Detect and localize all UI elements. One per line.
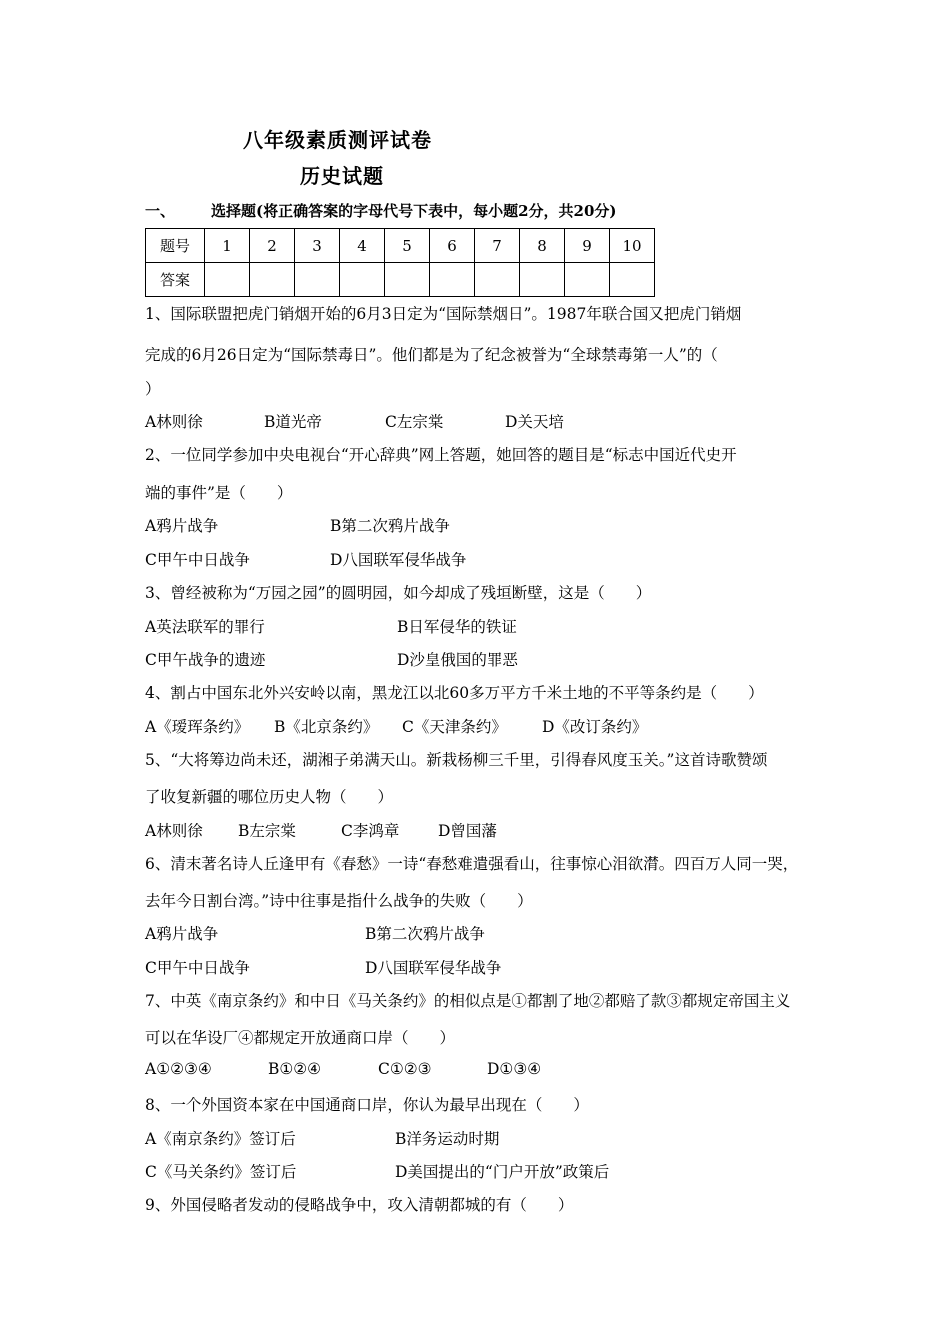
section-heading [145, 200, 617, 221]
question-number-cell: 7 [475, 229, 520, 263]
question-6-line-2: 去年今日割台湾。”诗中往事是指什么战争的失败（ ） [145, 892, 533, 910]
question-5-line-1: 5、“大将筹边尚未还，湖湘子弟满天山。新栽杨柳三千里，引得春风度玉关。”这首诗歌赞颂 [145, 751, 768, 769]
q5-option-d: D曾国藩 [438, 822, 497, 840]
question-8-line-1: 8、一个外国资本家在中国通商口岸，你认为最早出现在（ ） [145, 1096, 589, 1114]
question-number-cell: 4 [340, 229, 385, 263]
question-3-line-1: 3、曾经被称为“万园之园”的圆明园，如今却成了残垣断壁，这是（ ） [145, 584, 652, 602]
q5-option-a: A林则徐 [145, 822, 203, 840]
q8-option-b: B洋务运动时期 [395, 1130, 500, 1148]
section-instructions: 选择题(将正确答案的字母代号下表中，每小题2分，共20分) [211, 202, 617, 220]
question-number-cell: 10 [610, 229, 655, 263]
q6-option-d: D八国联军侵华战争 [365, 959, 502, 977]
question-1-line-1: 1、国际联盟把虎门销烟开始的6月3日定为“国际禁烟日”。1987年联合国又把虎门销烟 [145, 305, 742, 323]
q1-option-c: C左宗棠 [385, 413, 444, 431]
answer-cell[interactable] [250, 263, 295, 297]
answer-cell[interactable] [430, 263, 475, 297]
q8-option-a: A《南京条约》签订后 [145, 1130, 296, 1148]
q6-option-b: B第二次鸦片战争 [365, 925, 485, 943]
q1-option-d: D关天培 [505, 413, 564, 431]
q5-option-b: B左宗棠 [238, 822, 296, 840]
q3-option-c: C甲午战争的遗迹 [145, 651, 266, 669]
question-1-line-2: 完成的6月26日定为“国际禁毒日”。他们都是为了纪念被誉为“全球禁毒第一人”的（ [145, 346, 718, 364]
q2-option-c: C甲午中日战争 [145, 551, 250, 569]
answer-cell[interactable] [295, 263, 340, 297]
q7-option-a: A①②③④ [145, 1060, 212, 1078]
q4-option-b: B《北京条约》 [274, 718, 379, 736]
q1-option-a: A林则徐 [145, 413, 203, 431]
q4-option-d: D《改订条约》 [542, 718, 648, 736]
table-header-cell: 答案 [146, 263, 205, 297]
question-1-line-3: ） [145, 380, 161, 398]
q6-option-a: A鸦片战争 [145, 925, 219, 943]
q2-option-d: D八国联军侵华战争 [330, 551, 467, 569]
table-header-cell: 题号 [146, 229, 205, 263]
question-number-cell: 2 [250, 229, 295, 263]
answer-cell[interactable] [610, 263, 655, 297]
question-6-line-1: 6、清末著名诗人丘逢甲有《春愁》一诗“春愁难遣强看山，往事惊心泪欲潸。四百万人同一哭， [145, 855, 799, 873]
q3-option-d: D沙皇俄国的罪恶 [397, 651, 518, 669]
q6-option-c: C甲午中日战争 [145, 959, 250, 977]
q4-option-c: C《天津条约》 [402, 718, 507, 736]
answer-cell[interactable] [520, 263, 565, 297]
question-number-cell: 6 [430, 229, 475, 263]
exam-subtitle: 历史试题 [300, 164, 384, 188]
answer-cell[interactable] [205, 263, 250, 297]
question-2-line-1: 2、一位同学参加中央电视台“开心辞典”网上答题，她回答的题目是“标志中国近代史开 [145, 446, 737, 464]
q4-option-a: A《瑷珲条约》 [145, 718, 250, 736]
q7-option-c: C①②③ [378, 1060, 432, 1078]
question-number-cell: 3 [295, 229, 340, 263]
answer-cell[interactable] [340, 263, 385, 297]
q1-option-b: B道光帝 [264, 413, 322, 431]
q8-option-c: C《马关条约》签订后 [145, 1163, 297, 1181]
exam-title: 八年级素质测评试卷 [243, 128, 432, 152]
table-row [146, 229, 655, 263]
question-number-cell: 8 [520, 229, 565, 263]
question-number-cell: 5 [385, 229, 430, 263]
question-2-line-2: 端的事件”是（ ） [145, 484, 293, 502]
q2-option-b: B第二次鸦片战争 [330, 517, 450, 535]
question-7-line-2: 可以在华设厂④都规定开放通商口岸（ ） [145, 1029, 456, 1047]
q3-option-a: A英法联军的罪行 [145, 618, 265, 636]
q5-option-c: C李鸿章 [341, 822, 400, 840]
answer-cell[interactable] [385, 263, 430, 297]
answer-table [145, 228, 655, 297]
q2-option-a: A鸦片战争 [145, 517, 219, 535]
section-number: 一、 [145, 202, 176, 220]
q7-option-b: B①②④ [268, 1060, 322, 1078]
answer-cell[interactable] [475, 263, 520, 297]
q3-option-b: B日军侵华的铁证 [397, 618, 517, 636]
table-row [146, 263, 655, 297]
question-7-line-1: 7、中英《南京条约》和中日《马关条约》的相似点是①都割了地②都赔了款③都规定帝国主义 [145, 992, 791, 1010]
question-number-cell: 9 [565, 229, 610, 263]
answer-cell[interactable] [565, 263, 610, 297]
question-9-line-1: 9、外国侵略者发动的侵略战争中，攻入清朝都城的有（ ） [145, 1196, 574, 1214]
question-4-line-1: 4、割占中国东北外兴安岭以南，黑龙江以北60多万平方千米土地的不平等条约是（ ） [145, 684, 764, 702]
question-number-cell: 1 [205, 229, 250, 263]
question-5-line-2: 了收复新疆的哪位历史人物（ ） [145, 788, 394, 806]
q7-option-d: D①③④ [487, 1060, 542, 1078]
q8-option-d: D美国提出的“门户开放”政策后 [395, 1163, 610, 1181]
